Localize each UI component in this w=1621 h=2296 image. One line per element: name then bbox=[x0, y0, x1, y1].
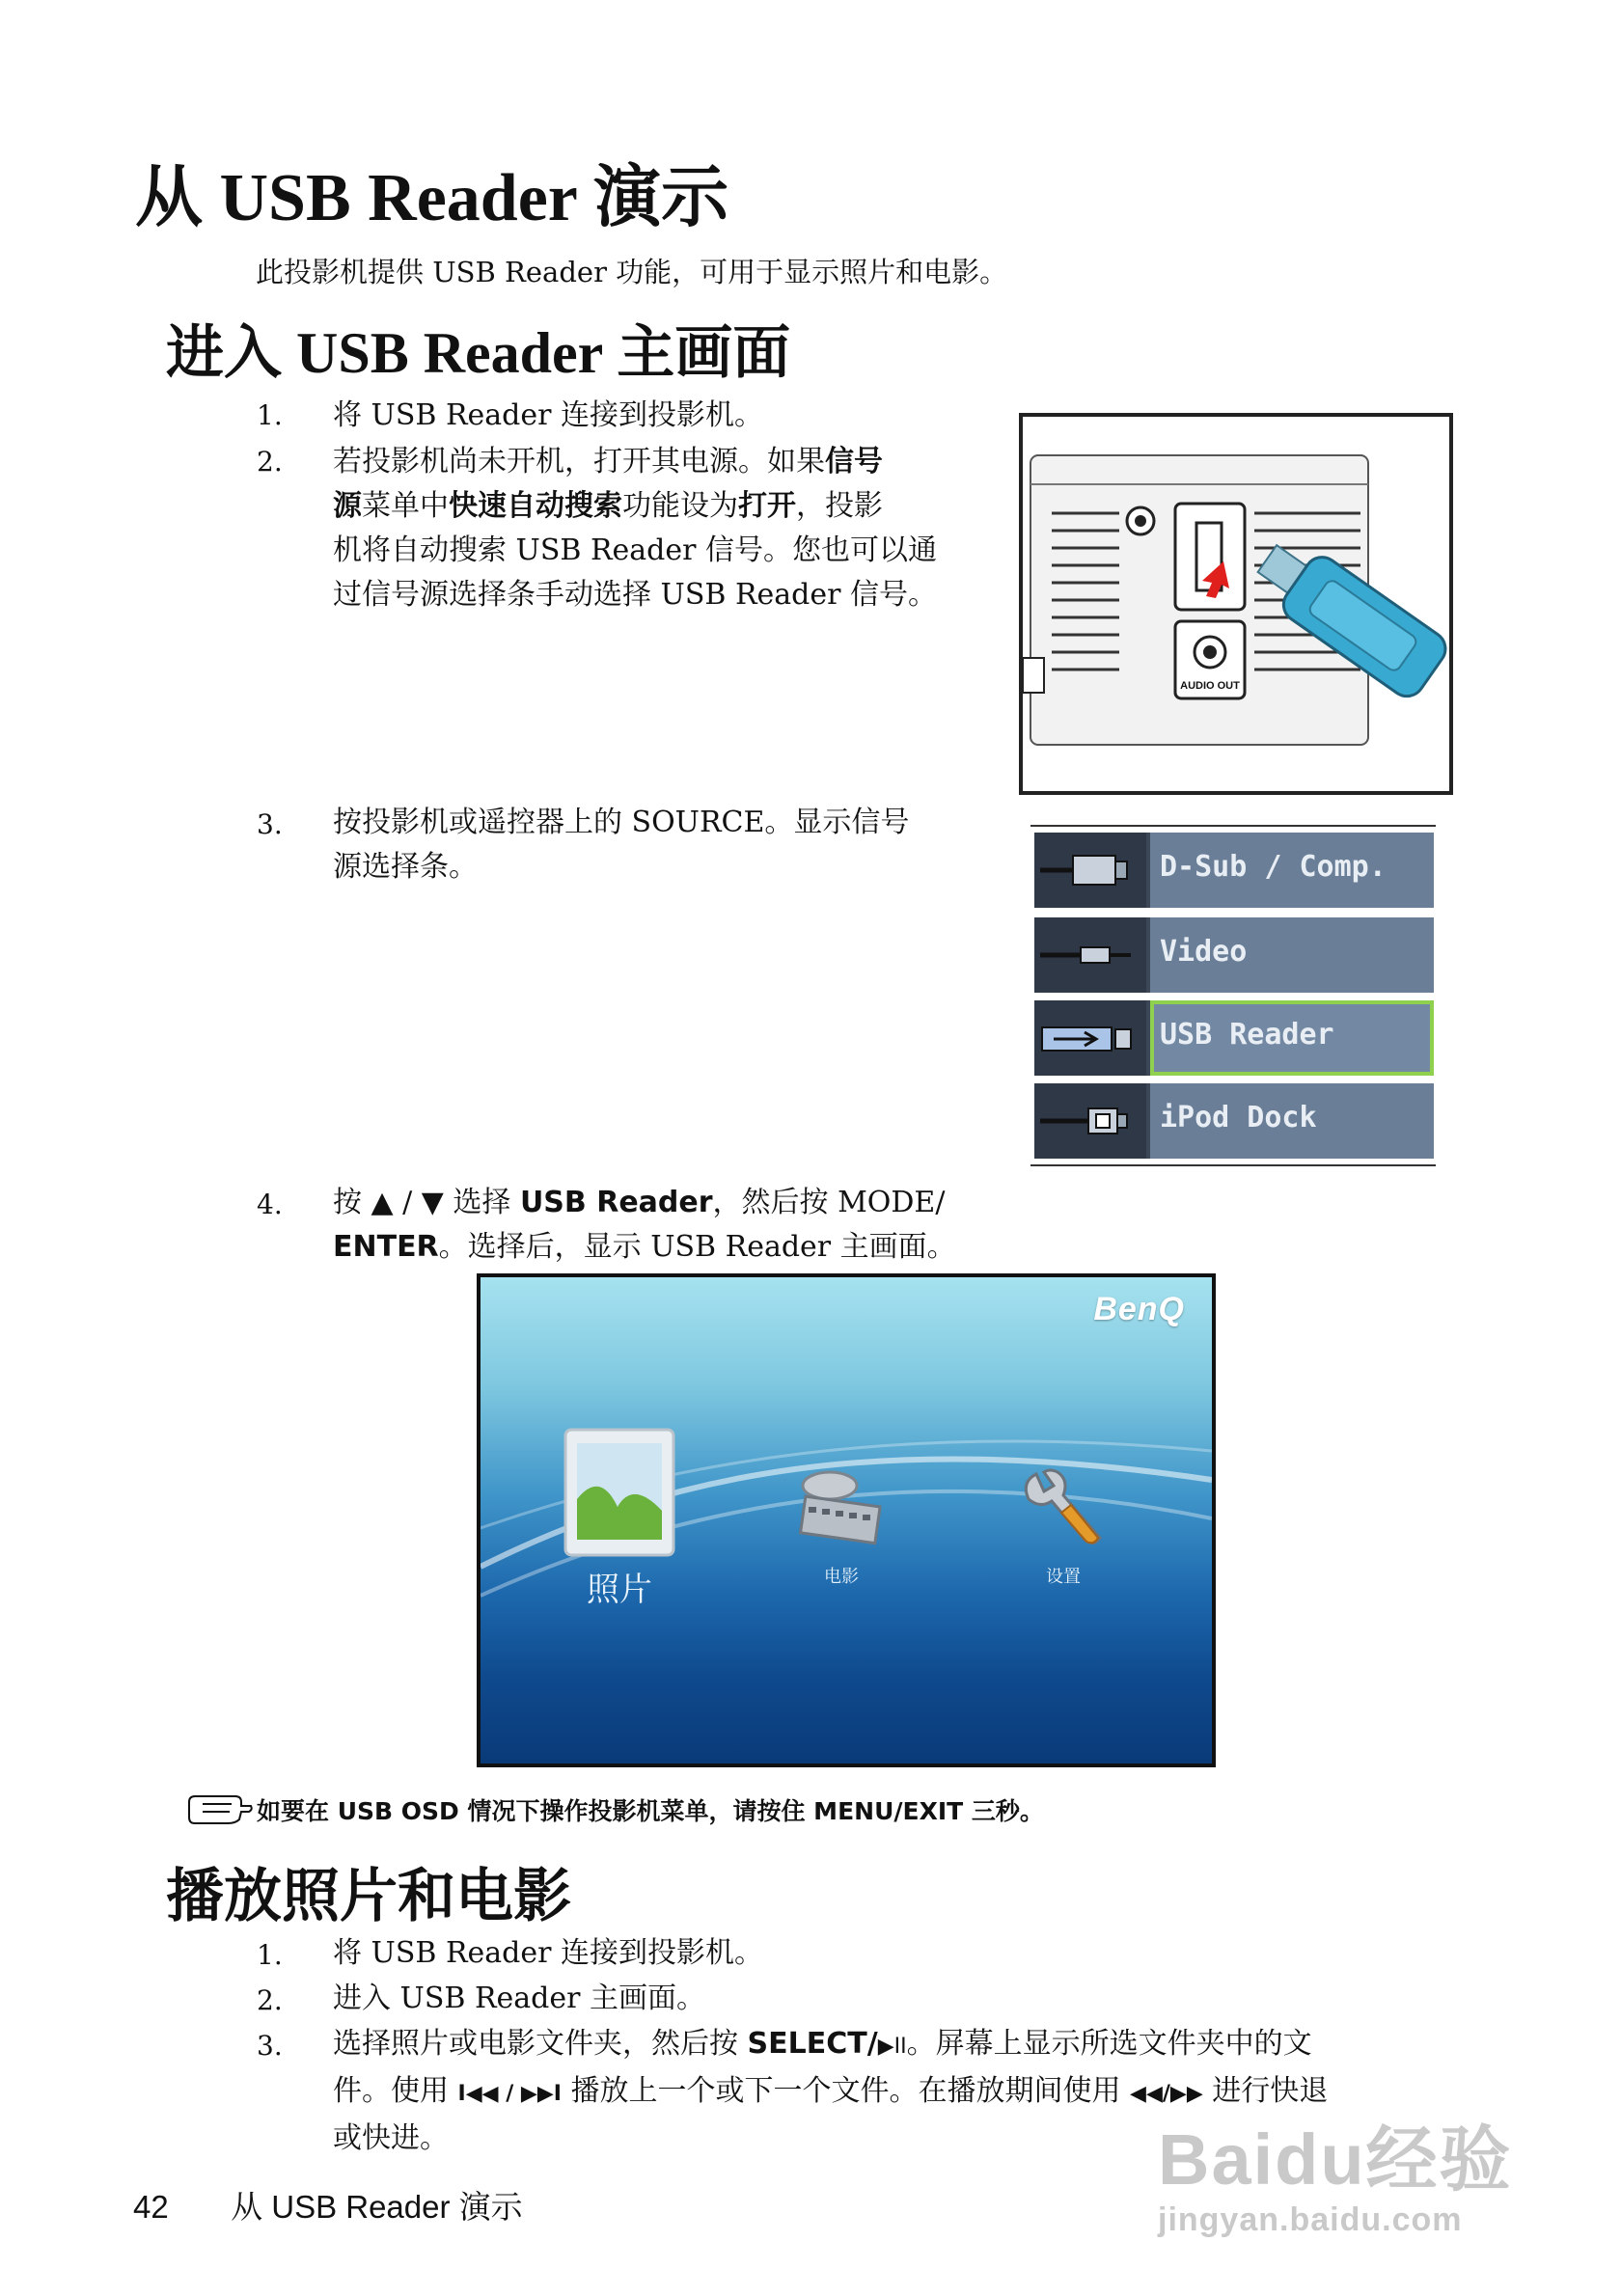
step-number: 3. bbox=[257, 2030, 283, 2062]
menu-item-label: 照片 bbox=[587, 1571, 652, 1609]
step-number: 4. bbox=[257, 1189, 283, 1220]
section-heading-play: 播放照片和电影 bbox=[166, 1865, 571, 1928]
source-item-ipod-dock[interactable] bbox=[1034, 1083, 1434, 1159]
step-text: 将 USB Reader 连接到投影机。 bbox=[333, 398, 764, 432]
rewind-forward-icon: ◀◀/▶▶ bbox=[1130, 2082, 1203, 2106]
menu-item-movies[interactable] bbox=[789, 1461, 886, 1587]
step-number: 1. bbox=[257, 1939, 283, 1971]
source-item-label: Video bbox=[1160, 935, 1248, 969]
step-text: 按投影机或遥控器上的 SOURCE。显示信号 源选择条。 bbox=[333, 806, 910, 884]
usb-reader-main-screen bbox=[477, 1273, 1216, 1767]
menu-item-settings[interactable] bbox=[1015, 1461, 1112, 1587]
page-number: 42 bbox=[133, 2189, 169, 2225]
wrench-icon bbox=[1015, 1461, 1112, 1557]
step-number: 2. bbox=[257, 446, 283, 478]
section-heading-enter: 进入 USB Reader 主画面 bbox=[166, 321, 791, 385]
baidu-watermark: Baidu经验 jingyan.baidu.com bbox=[1158, 2119, 1513, 2238]
step-number: 1. bbox=[257, 399, 283, 431]
intro-text: 此投影机提供 USB Reader 功能，可用于显示照片和电影。 bbox=[256, 256, 1008, 288]
benq-logo: BenQ bbox=[1093, 1291, 1185, 1327]
menu-item-label: 电影 bbox=[824, 1567, 859, 1587]
source-item-video[interactable] bbox=[1034, 917, 1434, 993]
source-item-dsub[interactable] bbox=[1034, 833, 1434, 908]
vga-connector-icon bbox=[1034, 833, 1146, 908]
projector-usb-figure bbox=[1019, 413, 1453, 795]
step-number: 2. bbox=[257, 1984, 283, 2016]
step-number: 3. bbox=[257, 808, 283, 840]
page-footer bbox=[133, 2182, 523, 2228]
page-title: 从 USB Reader 演示 bbox=[135, 161, 729, 235]
ipod-connector-icon bbox=[1034, 1083, 1146, 1159]
source-item-label: D-Sub / Comp. bbox=[1160, 850, 1387, 884]
source-selection-bar bbox=[1030, 825, 1436, 1172]
step-text: 按 ▲ / ▼ 选择 USB Reader，然后按 MODE/ ENTER。选择后，显示 USB Reader 主画面。 bbox=[333, 1186, 956, 1264]
source-item-label: USB Reader bbox=[1160, 1018, 1334, 1052]
video-connector-icon bbox=[1034, 917, 1146, 993]
note-text: 如要在 USB OSD 情况下操作投影机菜单，请按住 MENU/EXIT 三秒。 bbox=[257, 1797, 1044, 1825]
source-item-usb-reader[interactable] bbox=[1034, 1000, 1434, 1076]
projector-illustration bbox=[1023, 417, 1449, 791]
menu-item-photos[interactable] bbox=[558, 1422, 683, 1609]
svg-text:AUDIO OUT: AUDIO OUT bbox=[1180, 680, 1240, 692]
skip-prev-next-icon: I◀◀ / ▶▶I bbox=[457, 2082, 562, 2106]
step-text: 进入 USB Reader 主画面。 bbox=[333, 1982, 706, 2015]
footer-title: 从 USB Reader 演示 bbox=[231, 2189, 523, 2225]
step-text: 选择照片或电影文件夹，然后按 SELECT/▶II。屏幕上显示所选文件夹中的文 件。使用 I◀◀ / ▶▶I 播放上一个或下一个文件。在播放期间使用 ◀◀/▶▶ 进行快退 或快进。 bbox=[333, 2027, 1329, 2155]
play-pause-icon: ▶II bbox=[877, 2035, 907, 2059]
photo-icon bbox=[558, 1422, 683, 1567]
step-text: 若投影机尚未开机，打开其电源。如果信号 源菜单中快速自动搜索功能设为打开，投影 机将自动搜索 USB Reader 信号。您也可以通 过信号源选择条手动选择 USB Reader 信号。 bbox=[333, 445, 938, 612]
menu-item-label: 设置 bbox=[1046, 1567, 1081, 1587]
step-text: 将 USB Reader 连接到投影机。 bbox=[333, 1936, 764, 1970]
note-pointer-icon bbox=[185, 1792, 255, 1831]
source-item-label: iPod Dock bbox=[1160, 1101, 1317, 1134]
usb-connector-icon bbox=[1034, 1000, 1146, 1076]
film-icon bbox=[789, 1461, 886, 1557]
